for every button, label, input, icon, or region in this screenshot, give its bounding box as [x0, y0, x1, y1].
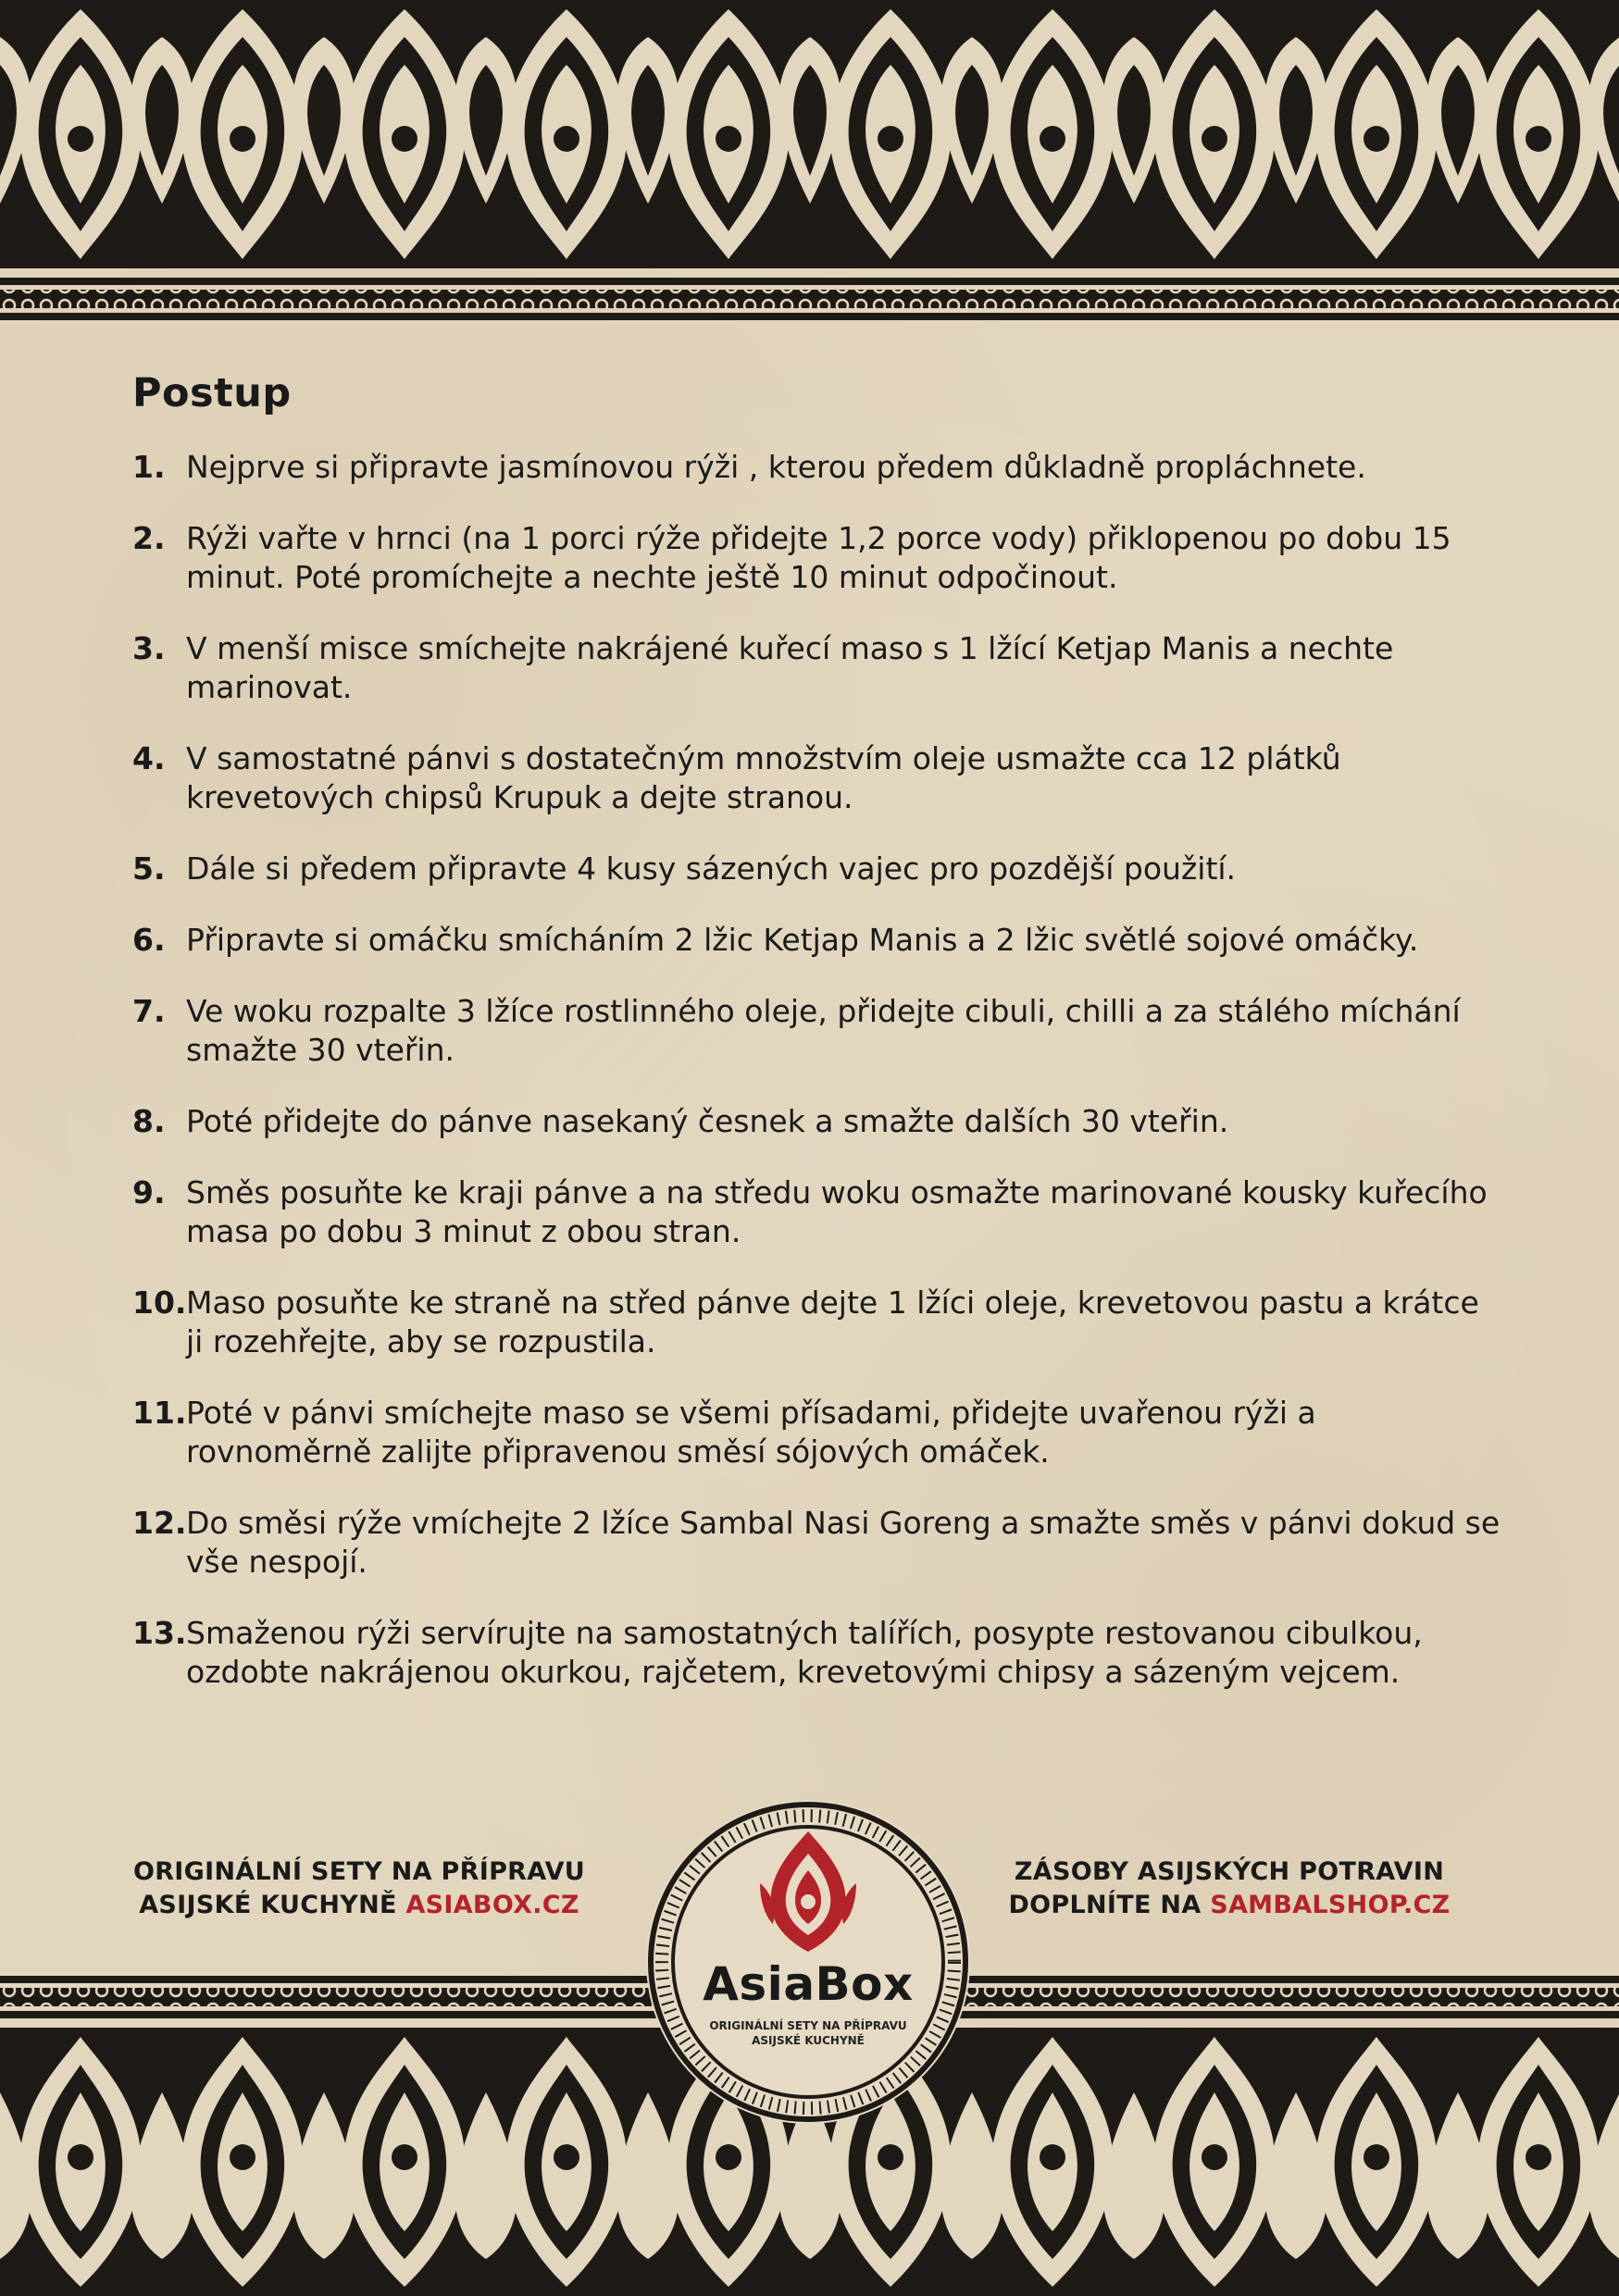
footer-right-line1: ZÁSOBY ASIJSKÝCH POTRAVIN — [1014, 1857, 1445, 1886]
step-text: V menší misce smíchejte nakrájené kuřecí maso s 1 lžící Ketjap Manis a nechte marinovat. — [186, 630, 1394, 705]
list-item — [132, 519, 1502, 597]
list-item — [132, 1102, 1502, 1141]
top-ornament-graphic — [0, 0, 1619, 329]
step-text: Do směsi rýže vmíchejte 2 lžíce Sambal Nasi Goreng a smažte směs v pánvi dokud se vše nespojí. — [186, 1505, 1501, 1580]
sambalshop-link[interactable]: SAMBALSHOP.CZ — [1210, 1891, 1451, 1919]
page-title: Postup — [132, 370, 292, 416]
step-number: 10. — [132, 1285, 187, 1321]
step-text: Rýži vařte v hrnci (na 1 porci rýže přidejte 1,2 porce vody) přiklopenou po dobu 15 minut. Poté promíchejte a nechte ještě 10 minut odpočinout. — [186, 520, 1451, 595]
step-number: 12. — [132, 1505, 187, 1541]
step-text: Smaženou rýži servírujte na samostatných talířích, posypte restovanou cibulkou, ozdobte nakrájenou okurkou, rajčetem, krevetovými chipsy a sázeným vejcem. — [186, 1615, 1423, 1690]
list-item — [132, 1394, 1502, 1471]
step-text: Připravte si omáčku smícháním 2 lžic Ketjap Manis a 2 lžic světlé sojové omáčky. — [186, 922, 1419, 958]
list-item — [132, 1614, 1502, 1692]
badge-subtitle-line2: ASIJSKÉ KUCHYNĚ — [752, 2034, 865, 2047]
step-number: 9. — [132, 1174, 166, 1210]
step-number: 6. — [132, 922, 166, 958]
step-number: 1. — [132, 449, 166, 485]
footer-left-line2 — [100, 1889, 618, 1922]
step-number: 8. — [132, 1103, 166, 1139]
step-text: Směs posuňte ke kraji pánve a na středu woku osmažte marinované kousky kuřecího masa po dobu 3 minut z obou stran. — [186, 1174, 1488, 1249]
list-item — [132, 921, 1502, 960]
footer-right-line2 — [970, 1889, 1488, 1922]
badge-subtitle — [646, 2018, 970, 2048]
asiabox-link[interactable]: ASIABOX.CZ — [405, 1891, 579, 1919]
step-text: Dále si předem připravte 4 kusy sázených vajec pro pozdější použití. — [186, 850, 1237, 887]
recipe-content — [132, 370, 1502, 1724]
list-item — [132, 448, 1502, 487]
asiabox-badge — [646, 1800, 970, 2124]
flame-lotus-logo-icon — [753, 1828, 864, 1957]
step-text: V samostatné pánvi s dostatečným množstvím oleje usmažte cca 12 plátků krevetových chipsů Krupuk a dejte stranou. — [186, 740, 1341, 815]
footer-left-line1: ORIGINÁLNÍ SETY NA PŘÍPRAVU — [132, 1857, 586, 1886]
badge-title: AsiaBox — [703, 1957, 914, 2011]
step-number: 13. — [132, 1615, 187, 1651]
list-item — [132, 1284, 1502, 1361]
step-number: 5. — [132, 850, 166, 887]
list-item — [132, 992, 1502, 1070]
steps-list — [132, 448, 1502, 1692]
footer-sambalshop-promo — [970, 1855, 1488, 1922]
top-ornamental-border — [0, 0, 1619, 329]
step-number: 3. — [132, 630, 166, 666]
list-item — [132, 629, 1502, 707]
step-number: 4. — [132, 740, 166, 776]
list-item — [132, 850, 1502, 888]
step-text: Poté přidejte do pánve nasekaný česnek a smažte dalších 30 vteřin. — [186, 1103, 1229, 1139]
step-text: Ve woku rozpalte 3 lžíce rostlinného oleje, přidejte cibuli, chilli a za stálého míchání smažte 30 vteřin. — [186, 993, 1461, 1068]
list-item — [132, 1173, 1502, 1251]
list-item — [132, 1504, 1502, 1582]
step-number: 2. — [132, 520, 166, 556]
step-text: Poté v pánvi smíchejte maso se všemi přísadami, přidejte uvařenou rýži a rovnoměrně zalijte připravenou směsí sójových omáček. — [186, 1395, 1316, 1470]
footer-asiabox-promo — [100, 1855, 618, 1922]
step-number: 11. — [132, 1395, 187, 1431]
list-item — [132, 739, 1502, 817]
footer-right-line2-prefix: DOPLNÍTE NA — [1008, 1891, 1211, 1919]
step-text: Maso posuňte ke straně na střed pánve dejte 1 lžíci oleje, krevetovou pastu a krátce ji rozehřejte, aby se rozpustila. — [186, 1285, 1479, 1359]
footer-left-line2-prefix: ASIJSKÉ KUCHYNĚ — [139, 1891, 406, 1919]
badge-subtitle-line1: ORIGINÁLNÍ SETY NA PŘÍPRAVU — [709, 2019, 907, 2032]
step-text: Nejprve si připravte jasmínovou rýži , kterou předem důkladně propláchnete. — [186, 449, 1366, 485]
step-number: 7. — [132, 993, 166, 1029]
